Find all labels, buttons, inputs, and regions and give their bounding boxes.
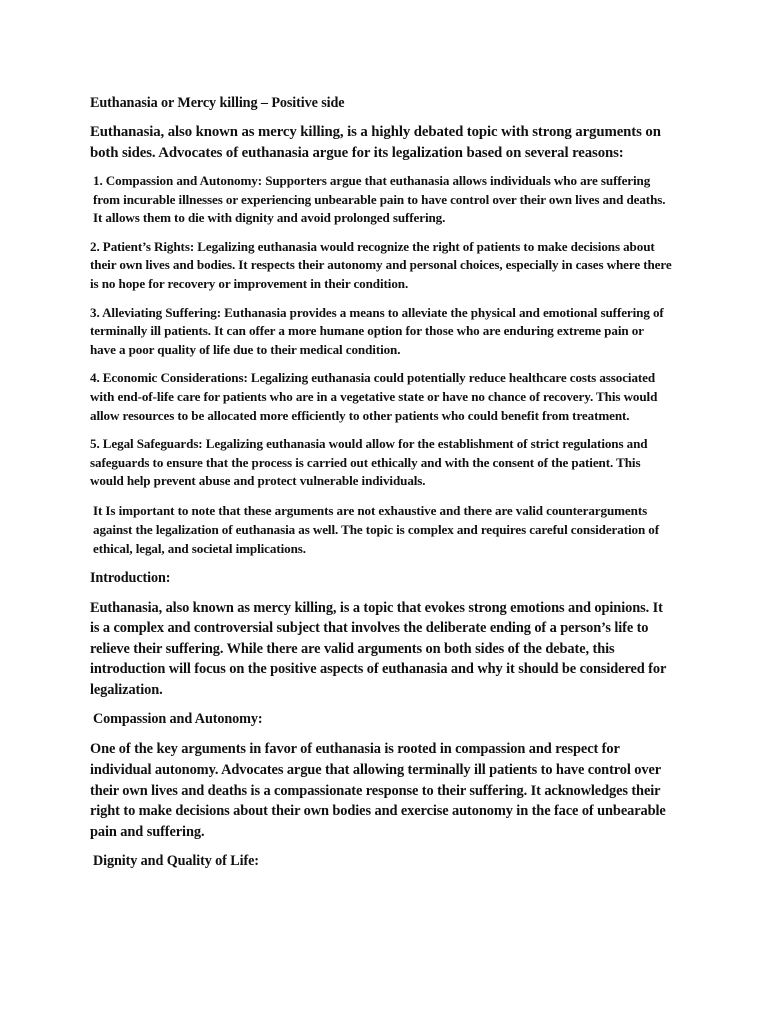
note-paragraph: It Is important to note that these arguments are not exhaustive and there are valid counterarguments against the legalization of euthanasia as well. The topic is complex and requires careful consideration of ethical, legal, and societal implications. <box>93 502 660 557</box>
compassion-heading: Compassion and Autonomy: <box>93 711 263 728</box>
point-legal-safeguards: 5. Legal Safeguards: Legalizing euthanasia would allow for the establishment of strict regulations and safeguards to ensure that the process is carried out ethically and with the consent of the patient. This would help prevent abuse and protect vulnerable individuals. <box>90 436 648 489</box>
intro-paragraph: Euthanasia, also known as mercy killing, is a highly debated topic with strong arguments on both sides. Advocates of euthanasia argue for its legalization based on several reasons: <box>90 124 661 161</box>
point-patients-rights: 2. Patient’s Rights: Legalizing euthanasia would recognize the right of patients to make decisions about their own lives and bodies. It respects their autonomy and personal choices, especially in cases where there is no hope for recovery or improvement in their condition. <box>90 238 672 291</box>
introduction-body: Euthanasia, also known as mercy killing, is a topic that evokes strong emotions and opinions. It is a complex and controversial subject that involves the deliberate ending of a person’s life to relieve their suffering. While there are valid arguments on both sides of the debate, this introduction will focus on the positive aspects of euthanasia and why it should be considered for legalization. <box>90 599 666 698</box>
dignity-heading: Dignity and Quality of Life: <box>93 853 259 870</box>
introduction-heading: Introduction: <box>90 569 171 586</box>
document-title: Euthanasia or Mercy killing – Positive side <box>90 95 345 111</box>
point-alleviating-suffering: 3. Alleviating Suffering: Euthanasia provides a means to alleviate the physical and emotional suffering of terminally ill patients. It can offer a more humane option for those who are enduring extreme pain or have a poor quality of life due to their medical condition. <box>90 304 664 357</box>
point-economic-considerations: 4. Economic Considerations: Legalizing euthanasia could potentially reduce healthcare costs associated with end-of-life care for patients who are in a vegetative state or have no chance of recovery. This would allow resources to be allocated more efficiently to other patients who could benefit from treatment. <box>90 370 658 423</box>
point-compassion-autonomy: 1. Compassion and Autonomy: Supporters argue that euthanasia allows individuals who are suffering from incurable illnesses or experiencing unbearable pain to have control over their own lives and deaths. It allows them to die with dignity and avoid prolonged suffering. <box>93 173 666 226</box>
compassion-body: One of the key arguments in favor of euthanasia is rooted in compassion and respect for individual autonomy. Advocates argue that allowing terminally ill patients to have control over their own lives and deaths is a compassionate response to their suffering. It acknowledges their right to make decisions about their own bodies and exercise autonomy in the face of unbearable pain and suffering. <box>90 741 666 840</box>
document-page <box>90 94 672 881</box>
